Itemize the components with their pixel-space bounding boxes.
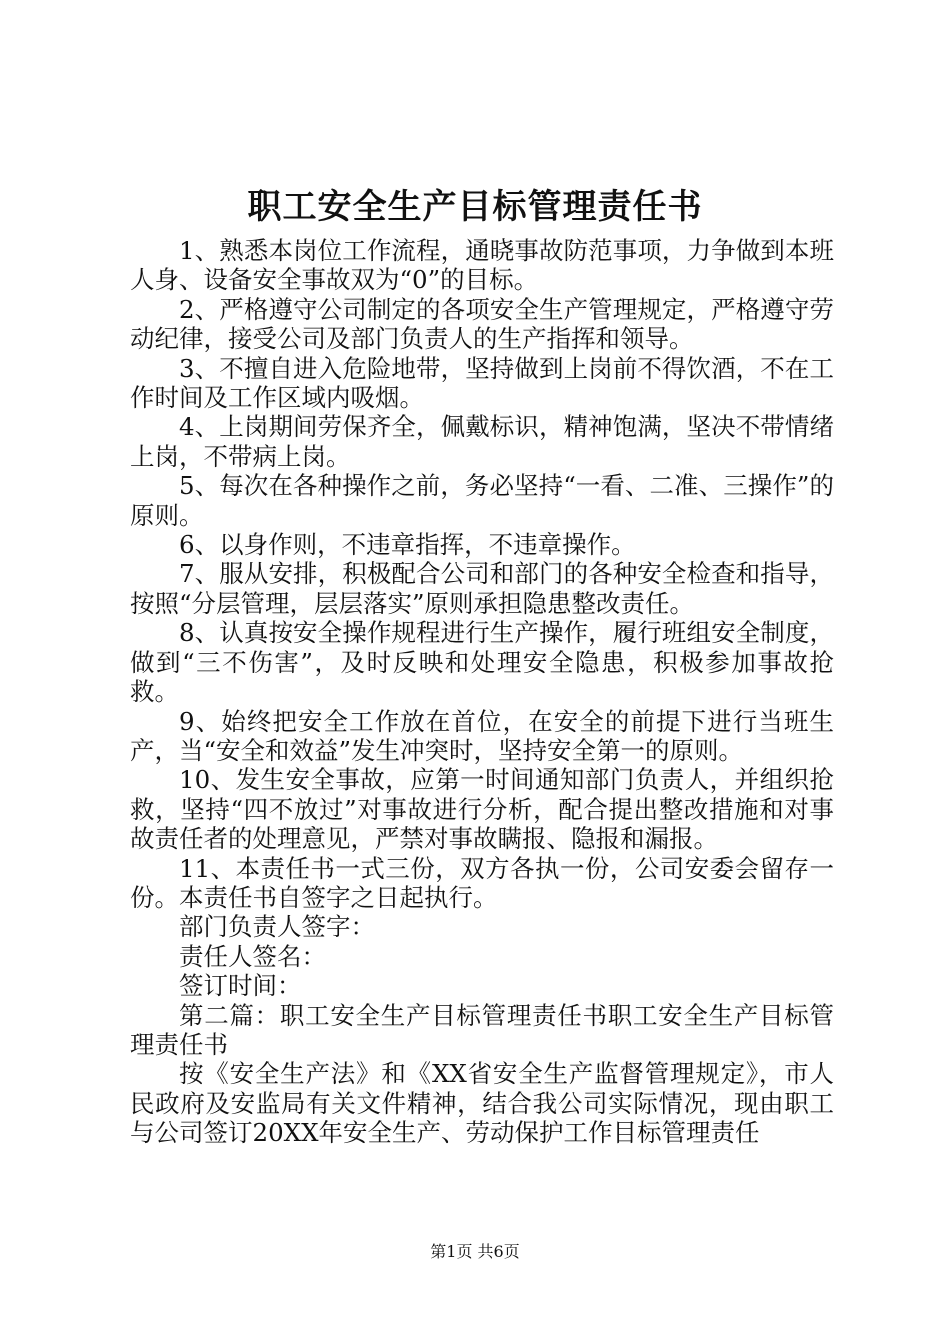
paragraph-7: 7、服从安排，积极配合公司和部门的各种安全检查和指导，按照“分层管理，层层落实”原则承担隐患整改责任。 [130, 559, 834, 618]
second-part-heading: 第二篇：职工安全生产目标管理责任书职工安全生产目标管理责任书 [130, 1000, 834, 1059]
paragraph-1: 1、熟悉本岗位工作流程，通晓事故防范事项，力争做到本班人身、设备安全事故双为“0”的目标。 [130, 236, 834, 295]
paragraph-10: 10、发生安全事故，应第一时间通知部门负责人，并组织抢救，坚持“四不放过”对事故进行分析，配合提出整改措施和对事故责任者的处理意见，严禁对事故瞒报、隐报和漏报。 [130, 765, 834, 854]
document-body [130, 236, 834, 1148]
page-footer: 第1页 共6页 [430, 1242, 520, 1261]
paragraph-6: 6、以身作则，不违章指挥，不违章操作。 [179, 530, 636, 560]
document-title: 职工安全生产目标管理责任书 [247, 187, 703, 227]
paragraph-9: 9、始终把安全工作放在首位，在安全的前提下进行当班生产，当“安全和效益”发生冲突时，坚持安全第一的原则。 [130, 706, 834, 765]
second-part-intro: 按《安全生产法》和《XX省安全生产监督管理规定》，市人民政府及安监局有关文件精神，结合我公司实际情况，现由职工与公司签订20XX年安全生产、劳动保护工作目标管理责任 [130, 1059, 834, 1148]
paragraph-4: 4、上岗期间劳保齐全，佩戴标识，精神饱满，坚决不带情绪上岗，不带病上岗。 [130, 412, 834, 471]
paragraph-5: 5、每次在各种操作之前，务必坚持“一看、二准、三操作”的原则。 [130, 471, 834, 530]
dept-head-signature-line: 部门负责人签字： [179, 912, 375, 942]
signing-date-line: 签订时间： [179, 971, 302, 1001]
paragraph-2: 2、严格遵守公司制定的各项安全生产管理规定，严格遵守劳动纪律，接受公司及部门负责人的生产指挥和领导。 [130, 294, 834, 354]
paragraph-8: 8、认真按安全操作规程进行生产操作，履行班组安全制度，做到“三不伤害”，及时反映和处理安全隐患，积极参加事故抢救。 [130, 618, 834, 707]
responsible-signature-line: 责任人签名： [179, 941, 326, 971]
paragraph-3: 3、不擅自进入危险地带，坚持做到上岗前不得饮酒，不在工作时间及工作区域内吸烟。 [130, 353, 834, 413]
paragraph-11: 11、本责任书一式三份，双方各执一份，公司安委会留存一份。本责任书自签字之日起执行。 [130, 853, 834, 912]
